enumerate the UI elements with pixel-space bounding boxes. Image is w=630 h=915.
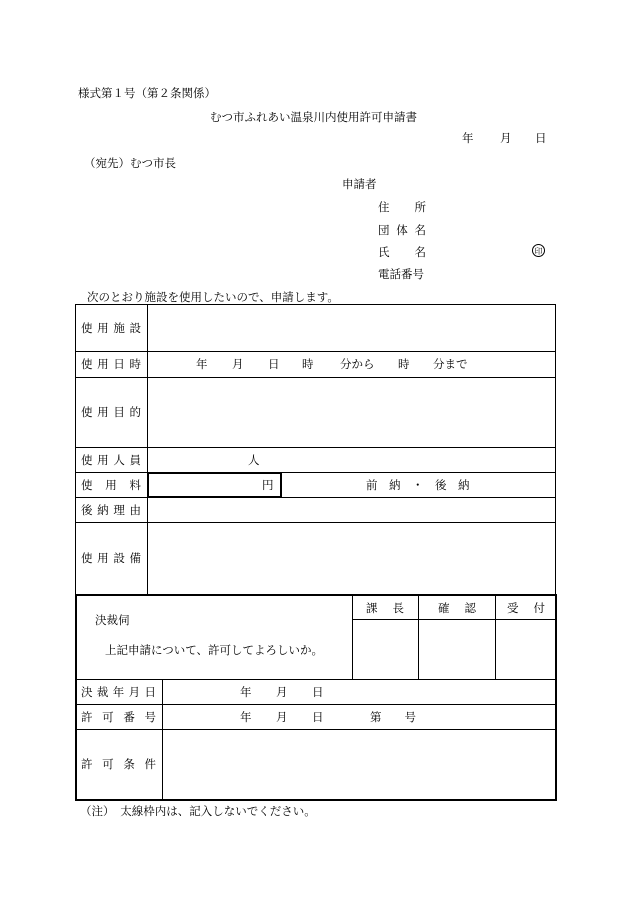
decision-month-unit: 月: [276, 685, 288, 699]
people-label: 使 用 人 員: [81, 453, 141, 467]
decision-date-label: 決 裁 年 月 日: [81, 685, 156, 699]
footnote: （注） 太線枠内は、記入しないでください。: [80, 804, 316, 818]
equipment-field[interactable]: [149, 524, 553, 592]
deferred-reason-label: 後 納 理 由: [81, 503, 141, 517]
decision-year-unit: 年: [240, 685, 252, 699]
payment-options[interactable]: 前 納 ・ 後 納: [366, 478, 470, 492]
datetime-year-unit: 年: [196, 357, 208, 371]
datetime-hour-unit: 時: [302, 357, 314, 371]
seal-mark: 印: [532, 244, 545, 257]
people-field[interactable]: [149, 449, 553, 470]
facility-label: 使 用 施 設: [81, 321, 141, 335]
approval-title: 決裁伺: [95, 613, 130, 627]
conditions-field[interactable]: [164, 731, 554, 798]
permit-number-label: 許 可 番 号: [81, 710, 156, 724]
group-name-label: 団 体 名: [378, 223, 426, 237]
stamp-box-section-chief[interactable]: [354, 621, 417, 678]
stamp-header-receipt: 受 付: [507, 601, 545, 615]
address-label: 住 所: [378, 200, 426, 214]
applicant-heading: 申請者: [342, 177, 377, 191]
permit-day-unit: 日: [312, 710, 324, 724]
fee-unit: 円: [262, 478, 274, 492]
datetime-label: 使 用 日 時: [81, 357, 141, 371]
date-month-label: 月: [500, 131, 512, 145]
date-day-label: 日: [535, 131, 547, 145]
stamp-box-receipt[interactable]: [497, 621, 554, 678]
deferred-reason-field[interactable]: [149, 499, 553, 520]
equipment-label: 使 用 設 備: [81, 551, 141, 565]
purpose-label: 使 用 目 的: [81, 405, 141, 419]
fee-label: 使 用 料: [81, 478, 141, 492]
date-year-label: 年: [462, 131, 474, 145]
datetime-until-unit: 分まで: [433, 357, 468, 371]
permit-month-unit: 月: [276, 710, 288, 724]
stamp-box-confirm[interactable]: [420, 621, 494, 678]
stamp-header-confirm: 確 認: [438, 601, 476, 615]
datetime-month-unit: 月: [232, 357, 244, 371]
permit-year-unit: 年: [240, 710, 252, 724]
datetime-from-unit: 分から: [340, 357, 375, 371]
conditions-label: 許 可 条 件: [81, 757, 156, 771]
decision-day-unit: 日: [312, 685, 324, 699]
name-label: 氏 名: [378, 245, 426, 259]
form-title: むつ市ふれあい温泉川内使用許可申請書: [210, 110, 417, 124]
approval-question: 上記申請について、許可してよろしいか。: [105, 643, 324, 657]
datetime-day-unit: 日: [268, 357, 280, 371]
stamp-header-section-chief: 課 長: [366, 601, 404, 615]
form-number-label: 様式第１号（第２条関係）: [78, 86, 216, 100]
facility-field[interactable]: [149, 306, 553, 349]
statement: 次のとおり施設を使用したいので、申請します。: [87, 290, 339, 304]
datetime-end-hour-unit: 時: [398, 357, 410, 371]
people-unit: 人: [248, 453, 260, 467]
permit-sequence: 第 号: [370, 710, 416, 724]
purpose-field[interactable]: [149, 379, 553, 445]
phone-label: 電話番号: [378, 267, 424, 281]
addressee: （宛先）むつ市長: [84, 156, 176, 170]
